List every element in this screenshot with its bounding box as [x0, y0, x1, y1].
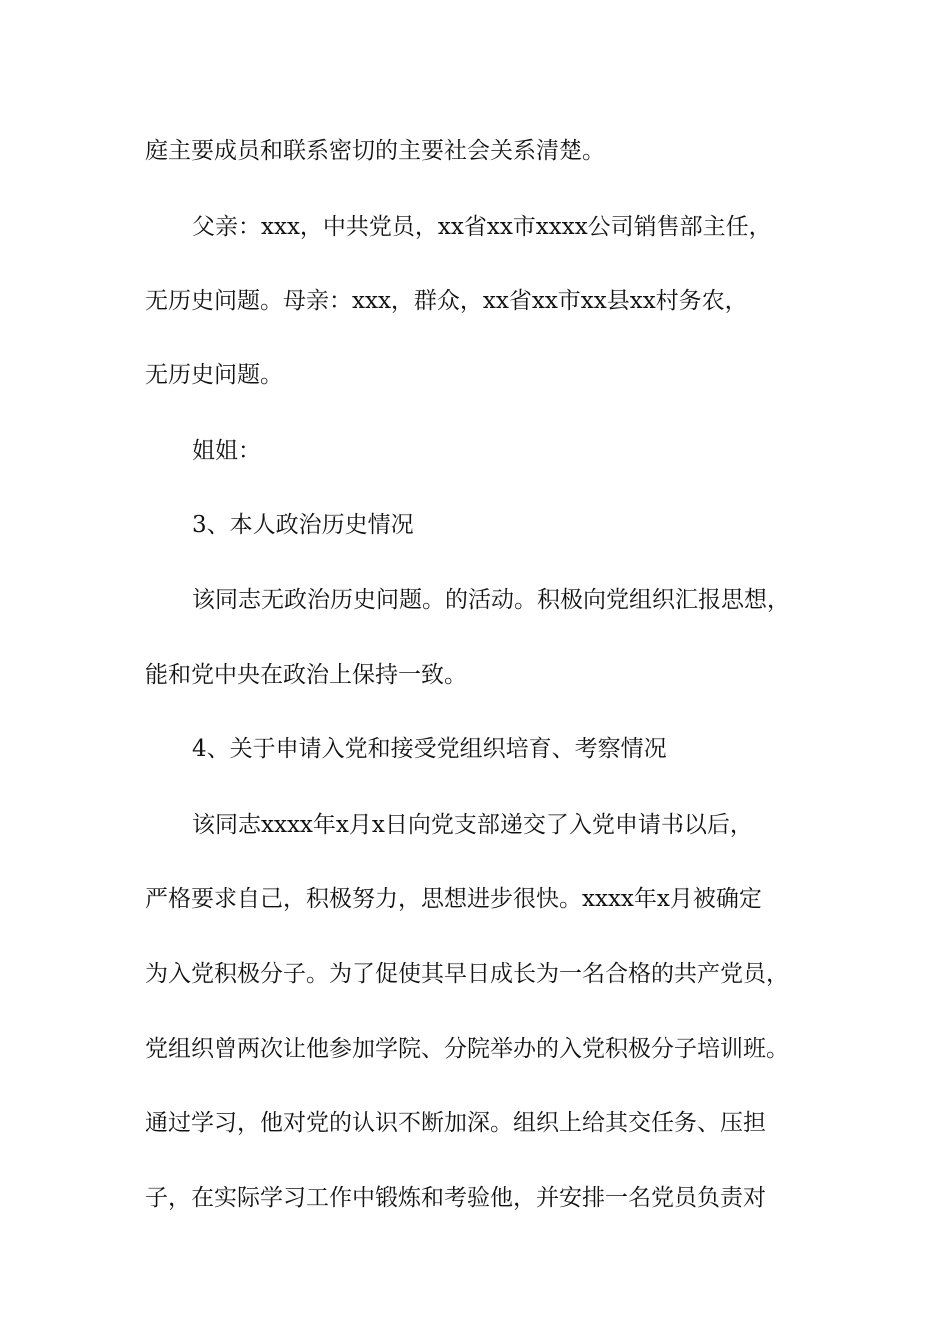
text-line-13: 党组织曾两次让他参加学院、分院举办的入党积极分子培训班。 — [145, 1036, 789, 1062]
section-heading-4: 4、关于申请入党和接受党组织培育、考察情况 — [192, 736, 667, 762]
text-line-14: 通过学习，他对党的认识不断加深。组织上给其交任务、压担 — [145, 1110, 766, 1136]
text-line-11: 严格要求自己，积极努力，思想进步很快。xxxx年x月被确定 — [145, 886, 762, 912]
text-line-12: 为入党积极分子。为了促使其早日成长为一名合格的共产党员， — [145, 961, 789, 987]
text-line-4: 无历史问题。 — [145, 362, 283, 388]
text-line-15: 子，在实际学习工作中锻炼和考验他，并安排一名党员负责对 — [145, 1185, 766, 1211]
text-line-7: 该同志无政治历史问题。的活动。积极向党组织汇报思想， — [192, 587, 790, 613]
section-heading-3: 3、本人政治历史情况 — [192, 512, 414, 538]
text-line-10: 该同志xxxx年x月x日向党支部递交了入党申请书以后， — [192, 812, 753, 838]
text-line-5: 姐姐： — [192, 438, 261, 464]
text-line-8: 能和党中央在政治上保持一致。 — [145, 662, 467, 688]
text-line-2: 父亲：xxx，中共党员，xx省xx市xxxx公司销售部主任， — [192, 214, 772, 240]
text-line-3: 无历史问题。母亲：xxx，群众，xx省xx市xx县xx村务农， — [145, 288, 748, 314]
text-line-1: 庭主要成员和联系密切的主要社会关系清楚。 — [145, 138, 605, 164]
